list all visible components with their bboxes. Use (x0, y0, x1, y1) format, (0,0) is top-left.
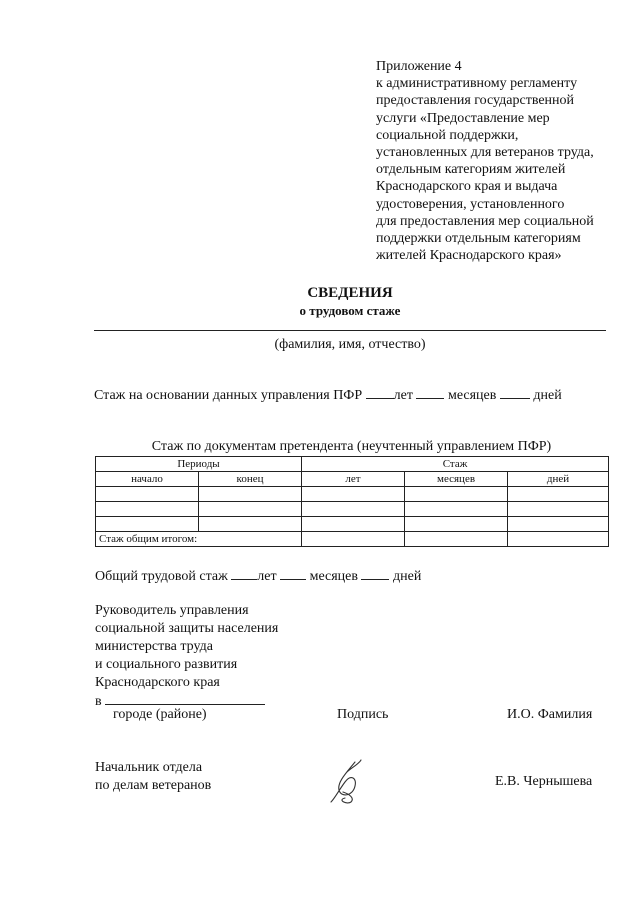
appendix-line: поддержки отдельным категориям (376, 231, 581, 247)
head-position-line: социальной защиты населения (95, 621, 279, 636)
table-column-header-row (96, 472, 609, 487)
head-position-block (95, 602, 278, 711)
table-cell (508, 517, 609, 532)
table-cell (508, 532, 609, 547)
head-signature-caption: Подпись (337, 707, 389, 722)
pfr-days-blank (500, 386, 530, 399)
total-days-label: дней (392, 569, 422, 584)
document-subtitle: о трудовом стаже (299, 303, 401, 318)
dept-head-line: по делам ветеранов (95, 778, 212, 793)
total-label-cell: Стаж общим итогом: (96, 532, 302, 547)
pfr-months-label: месяцев (447, 388, 497, 403)
table-cell (96, 517, 199, 532)
total-months-label: месяцев (309, 569, 358, 584)
col-header-years: лет (302, 472, 405, 487)
col-header-days: дней (508, 472, 609, 487)
table-cell (508, 502, 609, 517)
table-cell (405, 517, 508, 532)
appendix-line: услуги «Предоставление мер (376, 110, 550, 126)
pfr-months-blank (416, 386, 444, 399)
stazh-group-header: Стаж (302, 457, 609, 472)
table-cell (405, 502, 508, 517)
appendix-line: отдельным категориям жителей (376, 162, 566, 178)
table-row (96, 487, 609, 502)
total-years-label: лет (257, 569, 277, 584)
head-location-prefix: в (95, 694, 102, 709)
appendix-note (376, 58, 594, 264)
table-cell (405, 532, 508, 547)
total-stazh-label: Общий трудовой стаж (95, 569, 228, 584)
pfr-years-blank (366, 386, 394, 399)
head-position-line: Руководитель управления (95, 603, 249, 618)
col-header-months: месяцев (405, 472, 508, 487)
appendix-line: установленных для ветеранов труда, (376, 145, 594, 161)
table-title: Стаж по документам претендента (неучтенный управлением ПФР) (151, 439, 552, 454)
appendix-line: удостоверения, установленного (376, 196, 565, 212)
appendix-line: к административному регламенту (376, 76, 578, 92)
document-title: СВЕДЕНИЯ (307, 285, 393, 301)
table-cell (405, 487, 508, 502)
dept-head-name: Е.В. Чернышева (495, 774, 593, 789)
table-cell (302, 517, 405, 532)
head-position-line: и социального развития (95, 657, 238, 672)
periods-group-header: Периоды (96, 457, 302, 472)
table-cell (96, 487, 199, 502)
table-cell (199, 487, 302, 502)
table-total-row (96, 532, 609, 547)
head-position-line: министерства труда (95, 639, 213, 654)
total-days-blank (361, 567, 389, 580)
appendix-line: Краснодарского края и выдача (376, 179, 558, 195)
table-row (96, 502, 609, 517)
appendix-line: предоставления государственной (376, 93, 575, 109)
dept-head-line: Начальник отдела (95, 760, 203, 775)
col-header-end: конец (199, 472, 302, 487)
name-field-line (94, 330, 606, 331)
total-stazh-line (95, 567, 421, 585)
appendix-line: жителей Краснодарского края» (376, 248, 562, 264)
table-cell (96, 502, 199, 517)
name-field-caption: (фамилия, имя, отчество) (274, 337, 426, 352)
stazh-table (95, 456, 609, 547)
appendix-line: Приложение 4 (376, 59, 462, 74)
handwritten-signature-icon (325, 758, 375, 806)
pfr-stazh-label: Стаж на основании данных управления ПФР (94, 388, 363, 403)
pfr-years-label: лет (393, 388, 413, 403)
head-location-blank (105, 692, 265, 705)
total-years-blank (231, 567, 257, 580)
table-cell (302, 487, 405, 502)
table-cell (508, 487, 609, 502)
table-cell (199, 502, 302, 517)
table-cell (302, 502, 405, 517)
dept-head-block (95, 759, 211, 795)
table-cell (302, 532, 405, 547)
table-cell (199, 517, 302, 532)
pfr-stazh-line (94, 386, 562, 404)
table-row (96, 517, 609, 532)
col-header-start: начало (96, 472, 199, 487)
head-location-caption: городе (районе) (113, 707, 207, 722)
head-name-caption: И.О. Фамилия (507, 707, 593, 722)
total-months-blank (280, 567, 306, 580)
pfr-days-label: дней (533, 388, 562, 403)
appendix-line: социальной поддержки, (376, 127, 519, 143)
head-position-line: Краснодарского края (95, 675, 220, 690)
table-group-header-row (96, 457, 609, 472)
appendix-line: для предоставления мер социальной (376, 213, 594, 229)
